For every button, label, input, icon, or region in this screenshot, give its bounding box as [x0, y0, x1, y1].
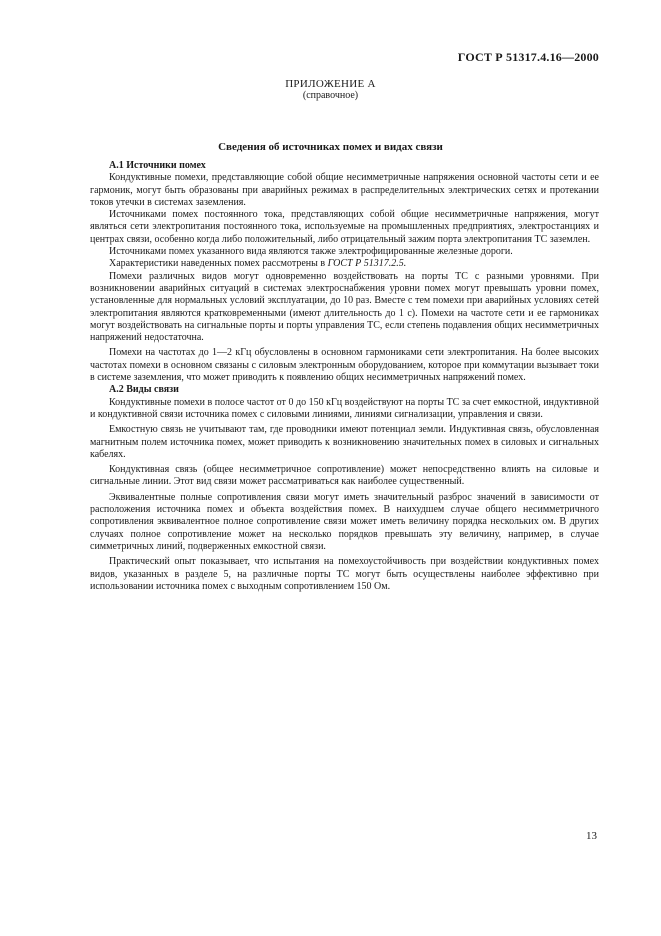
paragraph: Емкостную связь не учитывают там, где проводники имеют потенциал земли. Индуктивная связь, обусловленная магнитным полем источника помех, может приводить к возникновению значительных помех в силовых и сигнальных кабелях.: [90, 424, 599, 460]
paragraph: Практический опыт показывает, что испытания на помехоустойчивость при воздействии кондуктивных помех видов, указанных в разделе 5, на различные порты ТС могут быть осуществлены наиболее эффективно при использовании источника помех с выходным сопротивлением 150 Ом.: [90, 556, 599, 592]
standard-reference: ГОСТ Р 51317.2.5.: [327, 258, 407, 270]
paragraph: Помехи на частотах до 1—2 кГц обусловлены в основном гармониками сети электропитания. На более высоких частотах помехи в основном связаны с силовым электронным оборудованием, которое при коммутации вызывает токи в системе заземления, что может приводить к появлению общих несимметричных напряжений помех.: [90, 347, 599, 384]
page-title: Сведения об источниках помех и видах связи: [218, 141, 443, 153]
section-heading-a2: А.2 Виды связи: [109, 384, 179, 396]
annex-title: ПРИЛОЖЕНИЕ А: [285, 78, 376, 90]
paragraph: Кондуктивная связь (общее несимметричное сопротивление) может непосредственно влиять на силовые и сигнальные линии. Этот вид связи может рассматриваться как наиболее существенный.: [90, 464, 599, 488]
paragraph: [90, 258, 599, 270]
paragraph: Источниками помех указанного вида являются также электрофицированные железные дороги.: [109, 246, 513, 258]
paragraph-text: Характеристики наведенных помех рассмотрены в: [109, 258, 328, 270]
section-heading-a1: А.1 Источники помех: [109, 160, 206, 171]
paragraph: Кондуктивные помехи в полосе частот от 0 до 150 кГц воздействуют на порты ТС за счет емкостной, индуктивной и кондуктивной связи источника помех с силовыми линиями, линиями сигнализации, управления и связи.: [90, 396, 599, 420]
page-number: 13: [586, 830, 597, 842]
paragraph: Источниками помех постоянного тока, представляющих собой общие несимметричные напряжения, могут являться сети электропитания постоянного тока, используемые на промышленных предприятиях, электростанциях и центрах связи, особенно когда либо положительный, либо отрицательный зажим порта электропитания ТС заземлен.: [90, 209, 599, 245]
document-header: ГОСТ Р 51317.4.16—2000: [457, 50, 599, 64]
annex-subtitle: (справочное): [302, 90, 359, 101]
annex-block: [0, 78, 661, 102]
document-body: [90, 160, 599, 593]
paragraph: Эквивалентные полные сопротивления связи могут иметь значительный разброс значений в зависимости от расположения источника помех и объекта воздействия помех. В наихудшем случае общего несимметричного сопротивления эквивалентное полное сопротивление связи может иметь величину порядка нескольких ом. В других случаях полное сопротивление может на несколько порядков превышать эту величину, например, в случае симметричных линий, подверженных емкостной связи.: [90, 491, 599, 552]
paragraph: Помехи различных видов могут одновременно воздействовать на порты ТС с разными уровнями. При возникновении аварийных ситуаций в системах электроснабжения уровни помех могут превышать уровни помех, установленные для нормальных условий эксплуатации, до 10 раз. Вместе с тем помехи при аварийных условиях сетей электропитания являются кратковременными (имеют длительность до 1 с). Помехи на частоте сети и ее гармониках могут воздействовать на сигнальные порты и порты управления ТС, если степень подавления общих несимметричных напряжений недостаточна.: [90, 270, 599, 344]
paragraph: Кондуктивные помехи, представляющие собой общие несимметричные напряжения основной частоты сети и ее гармоник, могут быть образованы при аварийных режимах в распределительных электрических сетях и протекании токов утечки в системах заземления.: [90, 172, 599, 208]
